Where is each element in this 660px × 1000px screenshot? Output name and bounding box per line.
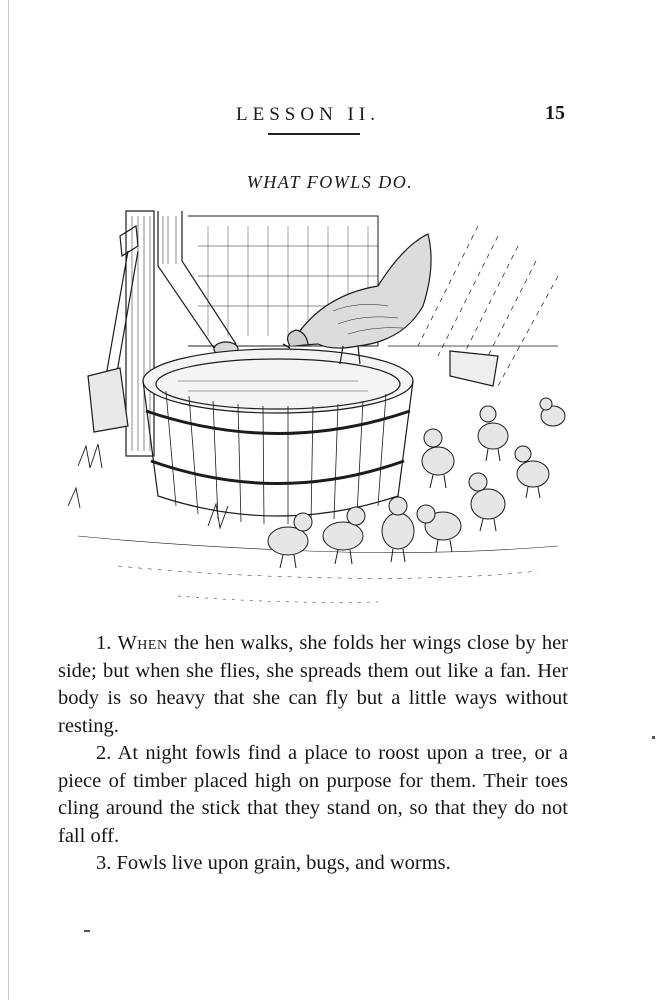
- lesson-body: [58, 630, 568, 878]
- paragraph-number: 1.: [96, 632, 112, 654]
- paragraph-text: the hen walks, she folds her wings close by her side; but when she flies, she spreads them out like a fan. Her body is so heavy that she can fly but a little ways without resting.: [58, 632, 569, 737]
- paragraph-text: At night fowls find a place to roost upon a tree, or a piece of timber placed high on purpose for them. Their toes cling around the stick that they stand on, so that they do not fall off.: [58, 742, 568, 847]
- hen-and-chicks-illustration: [58, 206, 568, 618]
- paragraph-1: [58, 630, 568, 740]
- margin-dot: [652, 736, 655, 739]
- paragraph-text: Fowls live upon grain, bugs, and worms.: [116, 852, 451, 874]
- paragraph-number: 3.: [96, 852, 112, 874]
- title-rule: [268, 133, 360, 135]
- page-header: [0, 100, 660, 136]
- paragraph-2: [58, 740, 568, 850]
- paragraph-3: [58, 850, 568, 878]
- margin-mark: [84, 930, 90, 932]
- drop-word: When: [117, 632, 168, 654]
- lesson-title: LESSON II.: [236, 104, 380, 125]
- lesson-subtitle: WHAT FOWLS DO.: [246, 172, 414, 192]
- page-edge: [8, 0, 9, 1000]
- page-number: 15: [545, 102, 565, 124]
- paragraph-number: 2.: [96, 742, 112, 764]
